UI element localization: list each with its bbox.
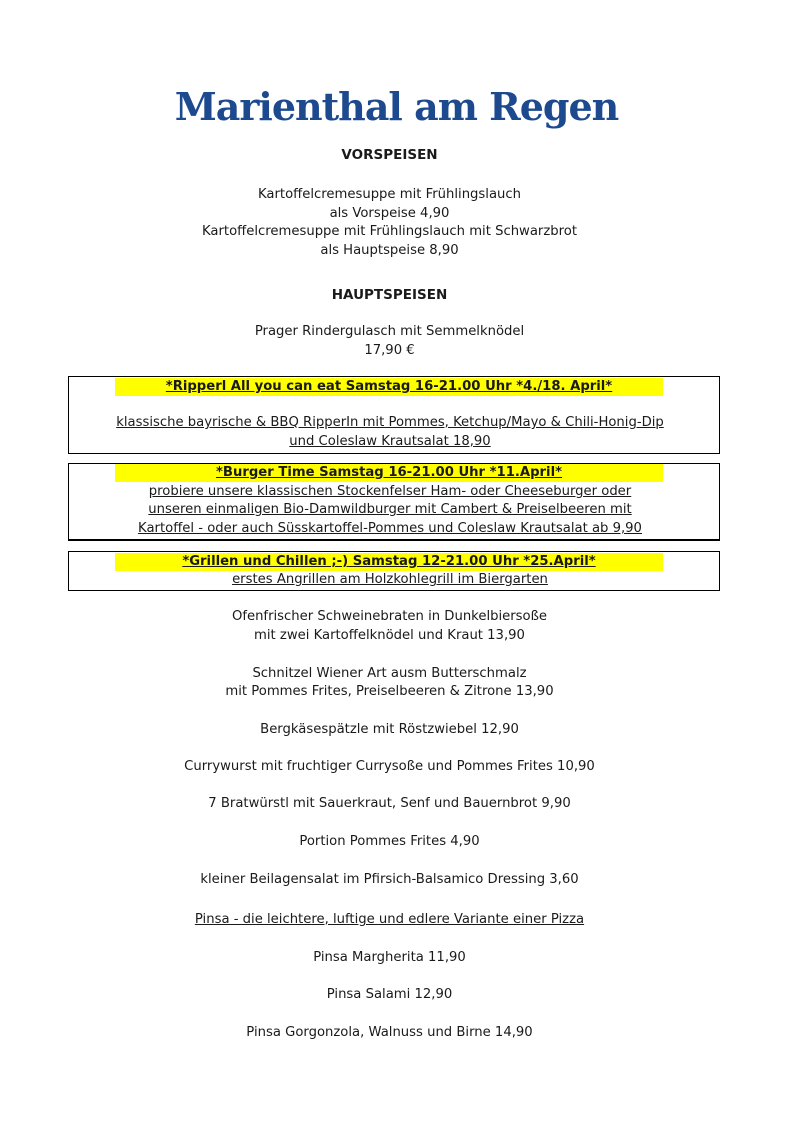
dish-line: Ofenfrischer Schweinebraten in Dunkelbiersoße xyxy=(231,609,548,624)
special-line: erstes Angrillen am Holzkohlegrill im Biergarten xyxy=(232,572,548,587)
gulasch-line: Prager Rindergulasch mit Semmelknödel xyxy=(254,324,525,339)
dish-line: kleiner Beilagensalat im Pfirsich-Balsamico Dressing 3,60 xyxy=(200,872,579,887)
vorspeise-line: Kartoffelcremesuppe mit Frühlingslauch xyxy=(257,187,522,202)
dish-line: 7 Bratwürstl mit Sauerkraut, Senf und Bauernbrot 9,90 xyxy=(208,796,571,811)
dish-line: Bergkäsespätzle mit Röstzwiebel 12,90 xyxy=(260,722,519,737)
dish-line: Portion Pommes Frites 4,90 xyxy=(299,834,480,849)
vorspeise-line: als Vorspeise 4,90 xyxy=(329,206,450,221)
special-title: *Burger Time Samstag 16-21.00 Uhr *11.April* xyxy=(115,464,663,482)
dish-line: mit Pommes Frites, Preiselbeeren & Zitrone 13,90 xyxy=(225,684,554,699)
dish-line: Currywurst mit fruchtiger Currysoße und Pommes Frites 10,90 xyxy=(184,759,595,774)
restaurant-logo: Marienthal am Regen xyxy=(174,84,619,129)
vorspeise-line: Kartoffelcremesuppe mit Frühlingslauch mit Schwarzbrot xyxy=(201,224,578,239)
dish-line: Pinsa Gorgonzola, Walnuss und Birne 14,90 xyxy=(246,1025,533,1040)
special-title: *Grillen und Chillen ;-) Samstag 12-21.00 Uhr *25.April* xyxy=(115,553,663,571)
dish-line: Pinsa Salami 12,90 xyxy=(326,987,453,1002)
dish-line: Schnitzel Wiener Art ausm Butterschmalz xyxy=(252,666,527,681)
special-line: probiere unsere klassischen Stockenfelser Ham- oder Cheeseburger oder xyxy=(148,484,632,499)
vorspeise-line: als Hauptspeise 8,90 xyxy=(320,243,459,258)
special-box-burger xyxy=(68,463,720,541)
special-box-grillen xyxy=(68,551,720,591)
hauptspeisen-heading: HAUPTSPEISEN xyxy=(331,287,448,303)
special-line: Kartoffel - oder auch Süsskartoffel-Pommes und Coleslaw Krautsalat ab 9,90 xyxy=(138,521,642,536)
special-line: unseren einmaligen Bio-Damwildburger mit Cambert & Preiselbeeren mit xyxy=(148,502,632,517)
special-title: *Ripperl All you can eat Samstag 16-21.00 Uhr *4./18. April* xyxy=(115,378,663,396)
dish-line: Pinsa Margherita 11,90 xyxy=(313,950,466,965)
special-line: und Coleslaw Krautsalat 18,90 xyxy=(289,434,491,449)
gulasch-price: 17,90 € xyxy=(364,343,415,358)
special-line: klassische bayrische & BBQ RipperIn mit Pommes, Ketchup/Mayo & Chili-Honig-Dip xyxy=(116,415,664,430)
vorspeisen-heading: VORSPEISEN xyxy=(341,147,438,163)
dish-line: mit zwei Kartoffelknödel und Kraut 13,90 xyxy=(254,628,525,643)
special-box-ripperl xyxy=(68,376,720,454)
pinsa-intro: Pinsa - die leichtere, luftige und edlere Variante einer Pizza xyxy=(194,912,585,927)
